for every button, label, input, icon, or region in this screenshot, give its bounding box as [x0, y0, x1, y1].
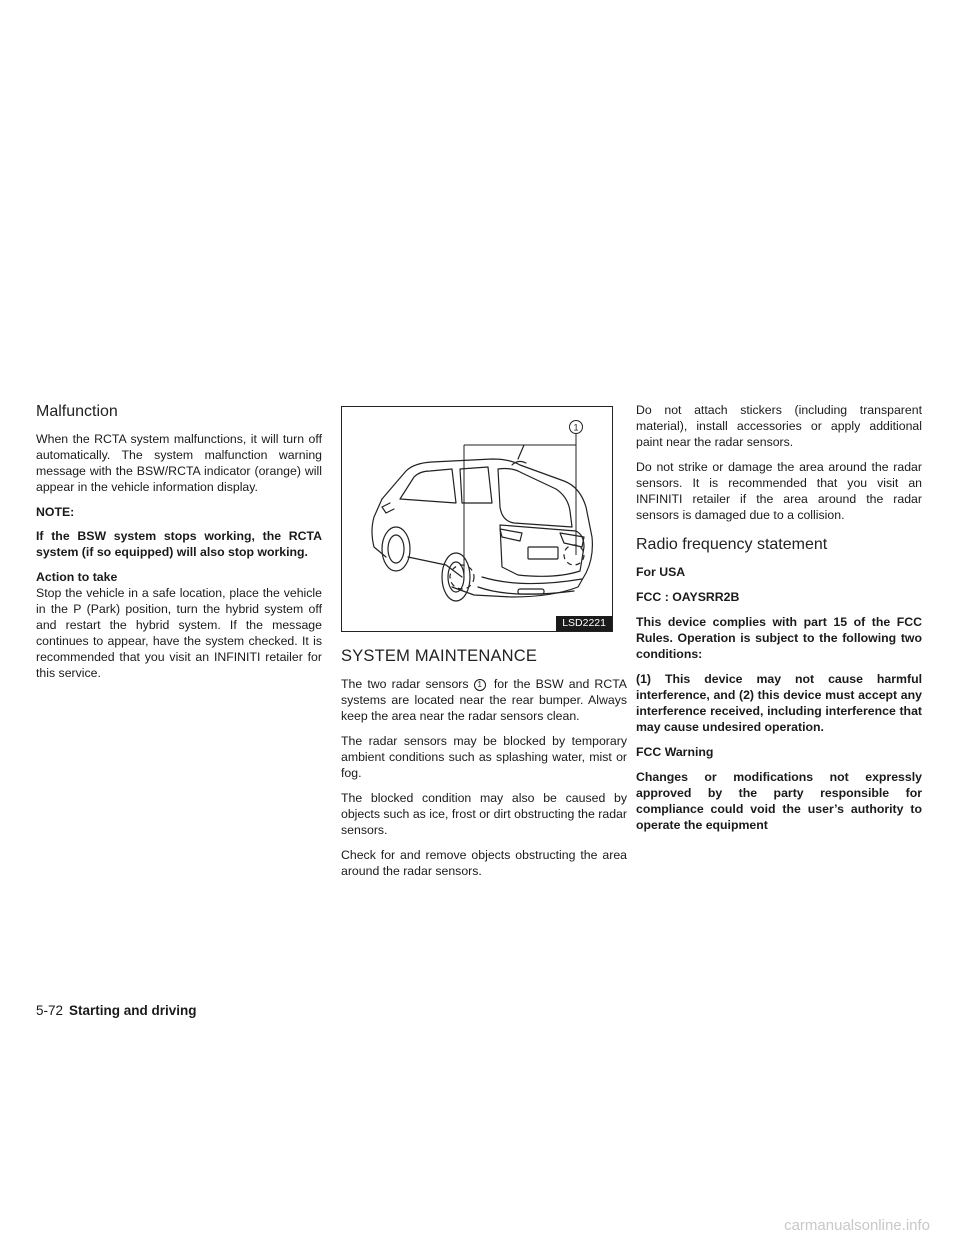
system-maintenance-heading: SYSTEM MAINTENANCE [341, 647, 538, 665]
callout-1-icon: 1 [474, 679, 486, 691]
figure-code: LSD2221 [556, 616, 612, 631]
section-title: Starting and driving [69, 1003, 197, 1018]
right-column [636, 402, 922, 842]
radar-sensor-figure [341, 406, 613, 632]
maintenance-paragraph-1 [341, 676, 627, 724]
middle-column [341, 402, 627, 888]
maintenance-paragraph-4: Check for and remove objects obstructing the area around the radar sensors. [341, 848, 627, 878]
maintenance-paragraph-2: The radar sensors may be blocked by temporary ambient conditions such as splashing water, mist or fog. [341, 734, 627, 780]
maintenance-p1-after: for the BSW and RCTA systems are located near the rear bumper. Always keep the area near the radar sensors clean. [341, 677, 627, 723]
radio-frequency-heading: Radio frequency statement [636, 536, 828, 553]
figure-callout-number: 1 [573, 422, 579, 433]
maintenance-paragraph-3: The blocked condition may also be caused by objects such as ice, frost or dirt obstructing the radar sensors. [341, 791, 627, 837]
fcc-warning-label: FCC Warning [636, 745, 714, 759]
damage-paragraph: Do not strike or damage the area around the radar sensors. It is recommended that you visit an INFINITI retailer if the area around the radar sensors is damaged due to a collision. [636, 460, 922, 522]
fcc-conditions-text: (1) This device may not cause harmful interference, and (2) this device must accept any interference received, including interference that may cause undesired operation. [636, 672, 922, 734]
page-footer [36, 1002, 197, 1020]
note-label: NOTE: [36, 505, 75, 519]
page-number: 5-72 [36, 1003, 64, 1018]
for-usa-label: For USA [636, 565, 686, 579]
fcc-id: FCC : OAYSRR2B [636, 590, 740, 604]
stickers-paragraph: Do not attach stickers (including transparent material), install accessories or apply additional paint near the radar sensors. [636, 403, 922, 449]
watermark: carmanualsonline.info [784, 1217, 930, 1234]
left-column [36, 402, 322, 690]
maintenance-p1-before: The two radar sensors [341, 677, 469, 691]
action-text: Stop the vehicle in a safe location, place the vehicle in the P (Park) position, turn the hybrid system off and restart the hybrid system. If the message continues to appear, have the system checked. It is recommended that you visit an INFINITI retailer for this service. [36, 586, 322, 680]
note-text: If the BSW system stops working, the RCTA system (if so equipped) will also stop working. [36, 529, 322, 559]
malfunction-paragraph: When the RCTA system malfunctions, it will turn off automatically. The system malfunction warning message with the BSW/RCTA indicator (orange) will appear in the vehicle information display. [36, 432, 322, 494]
fcc-warning-text: Changes or modifications not expressly approved by the party responsible for compliance could void the user’s authority to operate the equipment [636, 770, 922, 832]
vehicle-rear-illustration [342, 407, 612, 631]
malfunction-heading: Malfunction [36, 403, 118, 420]
fcc-compliance-text: This device complies with part 15 of the FCC Rules. Operation is subject to the following two conditions: [636, 615, 922, 661]
action-label: Action to take [36, 570, 118, 584]
